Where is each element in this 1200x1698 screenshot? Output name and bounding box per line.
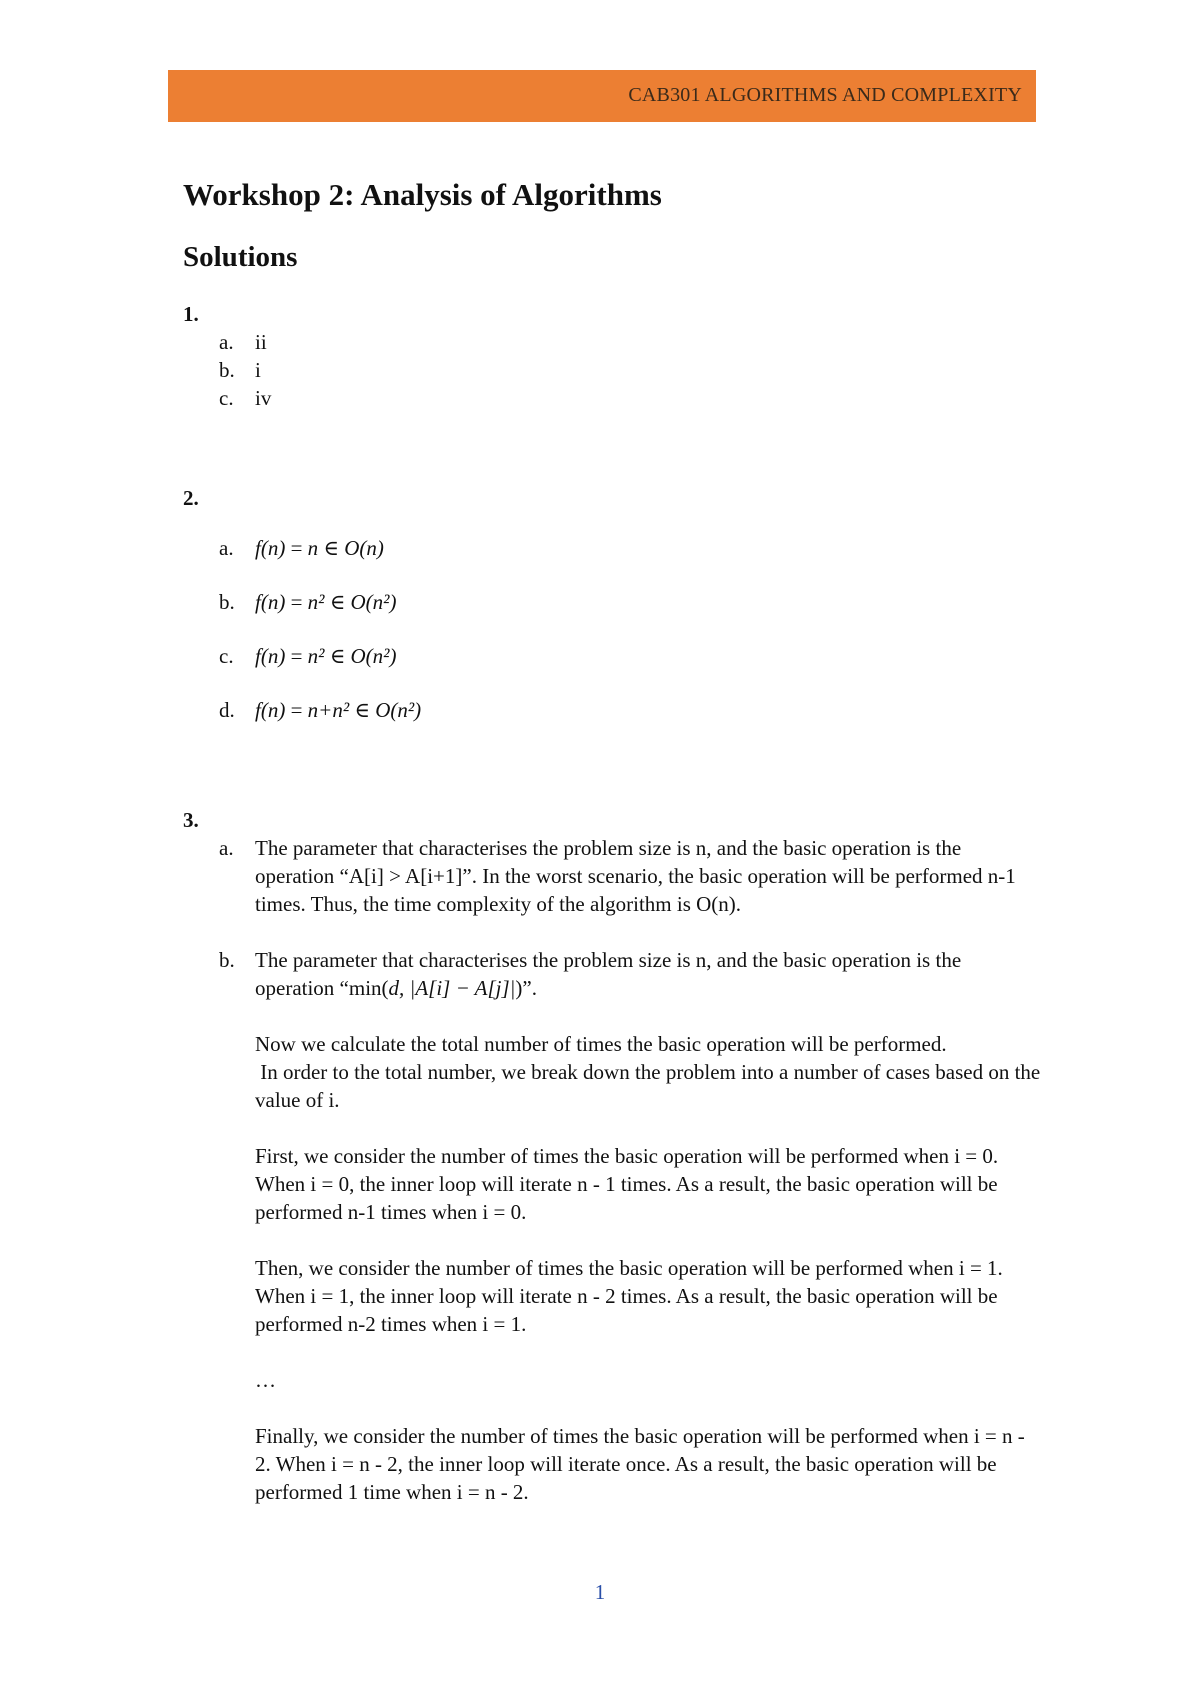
item-text: ii — [255, 330, 267, 354]
item-label: d. — [219, 698, 235, 722]
list-item — [183, 834, 1043, 918]
formula-in: ∈ — [324, 644, 351, 668]
list-item — [183, 588, 1043, 616]
formula-rhs: n² — [307, 644, 325, 668]
formula-rhs: n² — [307, 590, 325, 614]
list-item — [183, 696, 1043, 724]
item-text: iv — [255, 386, 272, 410]
question-number: 3. — [183, 808, 199, 832]
formula-eq: = — [285, 644, 308, 668]
answer-list — [183, 534, 1043, 724]
answer-paragraph: First, we consider the number of times the basic operation will be performed when i = 0. When i = 0, the inner loop will iterate n - 1 times. As a result, the basic operation will be performed n-1 times when i = 0. — [255, 1144, 999, 1224]
item-label: c. — [219, 644, 234, 668]
question-1 — [183, 300, 1043, 412]
formula-bigo: O(n²) — [350, 590, 397, 614]
question-number: 1. — [183, 302, 199, 326]
item-label: b. — [219, 590, 235, 614]
formula-rhs: n+n² — [307, 698, 350, 722]
formula-in: ∈ — [324, 590, 351, 614]
item-label: a. — [219, 330, 234, 354]
formula-bigo: O(n²) — [375, 698, 422, 722]
answer-paragraph — [255, 946, 1043, 1002]
page-number: 1 — [594, 1580, 606, 1604]
formula-lhs: f(n) — [255, 590, 286, 614]
formula-rhs: n — [307, 536, 319, 560]
answer-paragraph: The parameter that characterises the problem size is n, and the basic operation is the operation “A[i] > A[i+1]”. In the worst scenario, the basic operation will be performed n-1 times. Thus, the time complexity of the algorithm is O(n). — [255, 836, 1016, 916]
list-item — [183, 384, 1043, 412]
formula-eq: = — [285, 590, 308, 614]
header-title: CAB301 ALGORITHMS AND COMPLEXITY — [628, 84, 1022, 106]
answer-list — [183, 328, 1043, 412]
document-body — [183, 172, 1046, 1506]
list-item — [183, 534, 1043, 562]
item-label: c. — [219, 386, 234, 410]
formula-lhs: f(n) — [255, 698, 286, 722]
ellipsis: … — [255, 1368, 276, 1392]
formula-lhs: f(n) — [255, 644, 286, 668]
item-label: a. — [219, 536, 234, 560]
formula-in: ∈ — [349, 698, 376, 722]
answer-paragraph: Now we calculate the total number of times the basic operation will be performed. — [255, 1032, 947, 1056]
formula-lhs: f(n) — [255, 536, 286, 560]
list-item — [183, 328, 1043, 356]
list-item — [183, 946, 1046, 1506]
document-title: Workshop 2: Analysis of Algorithms — [183, 177, 662, 212]
answer-paragraph: Then, we consider the number of times the basic operation will be performed when i = 1. When i = 1, the inner loop will iterate n - 2 times. As a result, the basic operation will be performed n-2 times when i = 1. — [255, 1256, 1003, 1336]
answer-paragraph: Finally, we consider the number of times the basic operation will be performed when i = n - 2. When i = n - 2, the inner loop will iterate once. As a result, the basic operation will be performed 1 time when i = n - 2. — [255, 1424, 1025, 1504]
header-bar — [168, 70, 1036, 122]
list-item — [183, 642, 1043, 670]
document-subtitle: Solutions — [183, 241, 298, 273]
item-text: i — [255, 358, 261, 382]
formula-eq: = — [285, 536, 308, 560]
formula-min-args: d, |A[i] − A[j]| — [388, 976, 516, 1000]
question-number: 2. — [183, 486, 199, 510]
item-label: b. — [219, 948, 235, 972]
paragraph-text: The parameter that characterises the problem size is n, and the basic operation is the operation “min( — [255, 948, 962, 1000]
answer-list — [183, 834, 1046, 1506]
item-label: b. — [219, 358, 235, 382]
answer-paragraph: In order to the total number, we break down the problem into a number of cases based on the value of i. — [255, 1060, 1046, 1112]
formula-bigo: O(n²) — [350, 644, 397, 668]
list-item — [183, 356, 1043, 384]
formula-bigo: O(n) — [344, 536, 384, 560]
question-3 — [183, 806, 1046, 1506]
paragraph-text: )”. — [515, 976, 537, 1000]
question-2 — [183, 484, 1043, 724]
item-label: a. — [219, 836, 234, 860]
formula-in: ∈ — [318, 536, 345, 560]
formula-eq: = — [285, 698, 308, 722]
